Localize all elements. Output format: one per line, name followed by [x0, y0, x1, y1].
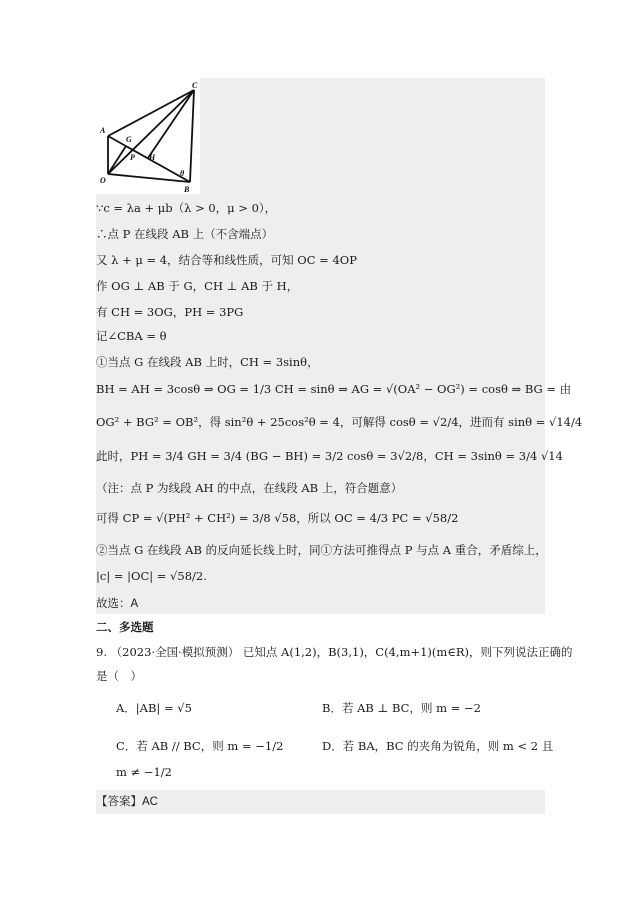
solution-line-10: 此时，PH = 3/4 GH = 3/4 (BG − BH) = 3/2 cosθ = 3√2/8，CH = 3sinθ = 3/4 √14: [96, 449, 563, 463]
solution-line-4: 作 OG ⊥ AB 于 G，CH ⊥ AB 于 H，: [96, 279, 299, 293]
solution-line-6: 记∠CBA = θ: [96, 329, 167, 343]
solution-line-12: 可得 CP = √(PH² + CH²) = 3/8 √58，所以 OC = 4/3 PC = √58/2: [96, 511, 459, 525]
solution-line-5: 有 CH = 3OG，PH = 3PG: [96, 305, 244, 319]
label-P: P: [130, 153, 135, 162]
solution-line-9: OG² + BG² = OB²，得 sin²θ + 25cos²θ = 4，可解得 cosθ = √2/4，进而有 sinθ = √14/4: [96, 415, 583, 429]
question-stem: 已知点 A(1,2)，B(3,1)，C(4,m+1)(m∈R)，则下列说法正确的: [242, 645, 573, 659]
solution-line-8: BH = AH = 3cosθ ⇒ OG = 1/3 CH = sinθ ⇒ AG = √(OA² − OG²) = cosθ ⇒ BG = 由: [96, 382, 572, 396]
solution-line-13: ②当点 G 在线段 AB 的反向延长线上时，同①方法可推得点 P 与点 A 重合，矛盾综上，: [96, 543, 547, 557]
solution-line-3: 又 λ + μ = 4，结合等和线性质，可知 OC = 4OP: [96, 253, 357, 267]
label-O: O: [100, 176, 106, 185]
answer-label: 【答案】: [96, 796, 142, 808]
solution-line-2: ∴点 P 在线段 AB 上（不含端点）: [96, 227, 274, 241]
option-D: D．若 BA，BC 的夹角为锐角，则 m < 2 且: [322, 739, 554, 753]
geometry-figure: [96, 78, 200, 194]
question-line: [96, 644, 572, 660]
figure-svg: [96, 78, 200, 194]
solution-line-14: |c| = |OC| = √58/2.: [96, 569, 207, 583]
solution-conclusion: 故选：A: [96, 598, 139, 610]
option-A: A．|AB| = √5: [116, 701, 192, 715]
answer-value: AC: [142, 796, 158, 808]
solution-line-7: ①当点 G 在线段 AB 上时，CH = 3sinθ，: [96, 355, 319, 369]
option-B: B．若 AB ⊥ BC，则 m = −2: [322, 701, 481, 715]
label-G: G: [126, 135, 132, 144]
label-A: A: [100, 126, 106, 135]
answer-block: [96, 790, 545, 814]
question-number: 9.: [96, 645, 107, 659]
question-source: （2023·全国·模拟预测）: [110, 645, 240, 659]
label-H: H: [149, 153, 156, 162]
solution-line-1: ∵c = λa + μb（λ > 0，μ > 0），: [96, 201, 277, 215]
answer-line: [96, 794, 158, 810]
solution-line-11: （注：点 P 为线段 AH 的中点，在线段 AB 上，符合题意）: [96, 481, 403, 495]
label-B: B: [184, 185, 190, 194]
label-theta: θ: [180, 169, 185, 178]
option-C: C．若 AB // BC，则 m = −1/2: [116, 739, 284, 753]
option-D-cont: m ≠ −1/2: [116, 765, 172, 779]
section-title: 二、多选题: [96, 622, 154, 634]
question-stem-cont: 是（ ）: [96, 669, 142, 683]
label-C: C: [192, 81, 198, 90]
